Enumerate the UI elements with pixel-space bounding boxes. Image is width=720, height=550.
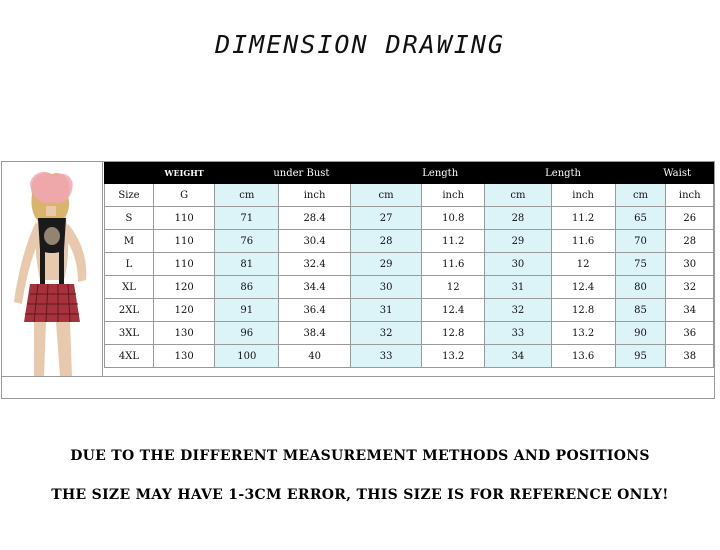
table-cell: 36.4 <box>279 299 351 322</box>
table-cell: 30 <box>485 253 552 276</box>
table-cell: 27 <box>350 207 421 230</box>
table-cell: 12 <box>551 253 615 276</box>
table-cell: 33 <box>485 322 552 345</box>
table-row <box>105 230 714 253</box>
table-cell: 13.2 <box>422 345 485 368</box>
subheader-cell: inch <box>279 184 351 207</box>
page-title: DIMENSION DRAWING <box>215 30 505 59</box>
model-illustration <box>2 162 102 376</box>
table-cell: 32 <box>485 299 552 322</box>
size-table <box>104 162 714 368</box>
table-cell: 26 <box>666 207 714 230</box>
subheader-cell: cm <box>485 184 552 207</box>
table-cell: 76 <box>215 230 279 253</box>
table-cell: 36 <box>666 322 714 345</box>
table-cell: 3XL <box>105 322 154 345</box>
table-cell: 81 <box>215 253 279 276</box>
table-cell: 100 <box>215 345 279 368</box>
table-cell: 80 <box>615 276 666 299</box>
table-cell: L <box>105 253 154 276</box>
table-cell: 70 <box>615 230 666 253</box>
under-bust-header: under Bust <box>215 163 422 184</box>
table-cell: 29 <box>485 230 552 253</box>
table-cell: 85 <box>615 299 666 322</box>
table-cell: 11.6 <box>551 230 615 253</box>
table-cell: S <box>105 207 154 230</box>
subheader-cell: inch <box>666 184 714 207</box>
length-header-2: Length <box>485 163 615 184</box>
table-cell: 12.8 <box>422 322 485 345</box>
table-row <box>105 253 714 276</box>
table-row <box>105 276 714 299</box>
table-cell: 12 <box>422 276 485 299</box>
table-cell: 11.6 <box>422 253 485 276</box>
table-cell: 86 <box>215 276 279 299</box>
table-cell: 71 <box>215 207 279 230</box>
table-cell: 32.4 <box>279 253 351 276</box>
table-cell: 65 <box>615 207 666 230</box>
table-cell: 11.2 <box>422 230 485 253</box>
subheader-cell: inch <box>551 184 615 207</box>
table-cell: 28 <box>666 230 714 253</box>
subheader-cell: cm <box>615 184 666 207</box>
table-cell: 28.4 <box>279 207 351 230</box>
table-cell: 90 <box>615 322 666 345</box>
table-cell: 2XL <box>105 299 154 322</box>
table-cell: 10.8 <box>422 207 485 230</box>
table-cell: 130 <box>153 345 214 368</box>
table-cell: 34 <box>666 299 714 322</box>
table-cell: XL <box>105 276 154 299</box>
table-cell: 32 <box>350 322 421 345</box>
table-cell: 30 <box>350 276 421 299</box>
table-cell: 110 <box>153 253 214 276</box>
table-cell: 34.4 <box>279 276 351 299</box>
table-cell: 91 <box>215 299 279 322</box>
table-header-row <box>105 163 714 184</box>
table-cell: 33 <box>350 345 421 368</box>
table-cell: 12.4 <box>422 299 485 322</box>
subheader-cell: cm <box>350 184 421 207</box>
table-cell: 130 <box>153 322 214 345</box>
subheader-cell: G <box>153 184 214 207</box>
disclaimer-line-1: DUE TO THE DIFFERENT MEASUREMENT METHODS AND POSITIONS <box>70 448 650 464</box>
table-cell: 29 <box>350 253 421 276</box>
table-cell: 96 <box>215 322 279 345</box>
table-row <box>105 345 714 368</box>
size-chart <box>1 161 715 399</box>
table-cell: 30.4 <box>279 230 351 253</box>
table-cell: 12.8 <box>551 299 615 322</box>
table-cell: 110 <box>153 207 214 230</box>
table-cell: 38 <box>666 345 714 368</box>
table-footer-strip <box>2 376 714 398</box>
table-cell: 13.2 <box>551 322 615 345</box>
table-cell: M <box>105 230 154 253</box>
table-cell: 13.6 <box>551 345 615 368</box>
table-cell: 75 <box>615 253 666 276</box>
table-cell: 28 <box>485 207 552 230</box>
table-subheader-row <box>105 184 714 207</box>
table-cell: 40 <box>279 345 351 368</box>
table-cell: 4XL <box>105 345 154 368</box>
table-cell: 120 <box>153 299 214 322</box>
table-row <box>105 299 714 322</box>
subheader-cell: inch <box>422 184 485 207</box>
table-cell: 30 <box>666 253 714 276</box>
waist-header: Waist <box>615 163 713 184</box>
disclaimer-line-2: THE SIZE MAY HAVE 1-3CM ERROR, THIS SIZE IS FOR REFERENCE ONLY! <box>51 487 669 503</box>
table-cell: 110 <box>153 230 214 253</box>
weight-header: WEIGHT <box>153 163 214 184</box>
table-cell: 28 <box>350 230 421 253</box>
table-cell: 120 <box>153 276 214 299</box>
table-cell: 11.2 <box>551 207 615 230</box>
product-photo <box>2 162 103 376</box>
table-cell: 12.4 <box>551 276 615 299</box>
table-cell: 38.4 <box>279 322 351 345</box>
subheader-cell: Size <box>105 184 154 207</box>
length-header-1: Length <box>422 163 485 184</box>
table-cell: 31 <box>350 299 421 322</box>
table-row <box>105 322 714 345</box>
table-cell: 31 <box>485 276 552 299</box>
subheader-cell: cm <box>215 184 279 207</box>
table-cell: 34 <box>485 345 552 368</box>
table-cell: 32 <box>666 276 714 299</box>
table-cell: 95 <box>615 345 666 368</box>
table-row <box>105 207 714 230</box>
